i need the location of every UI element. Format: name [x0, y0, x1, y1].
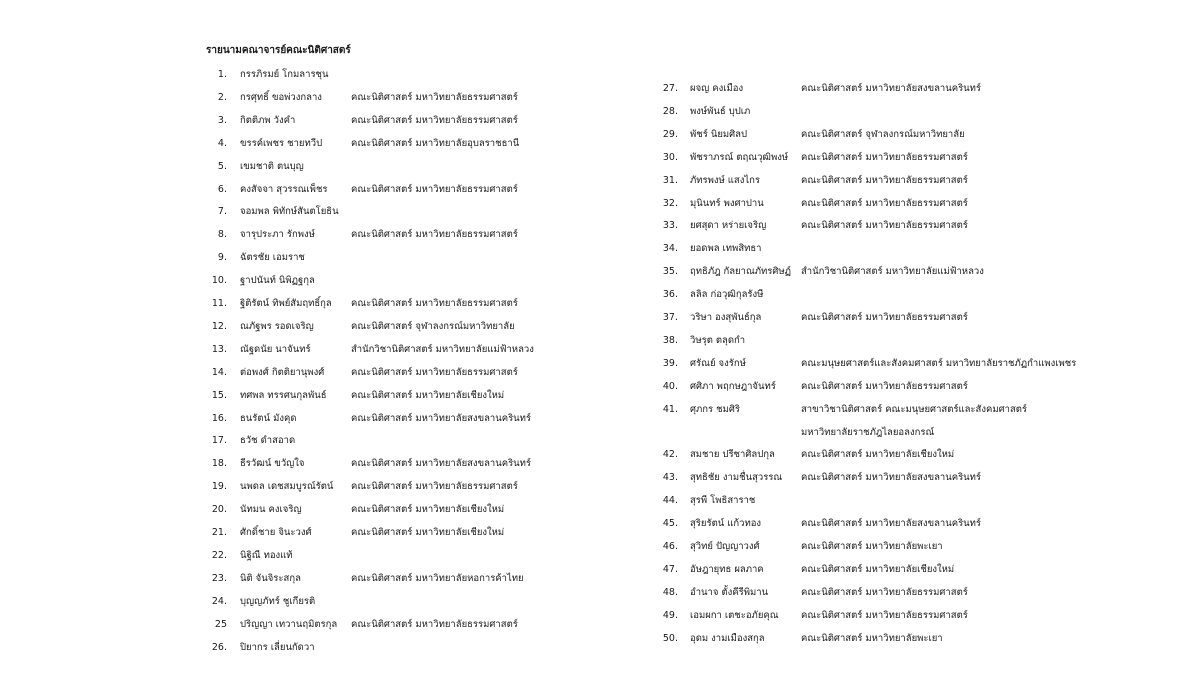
affiliation: คณะนิติศาสตร์ มหาวิทยาลัยธรรมศาสตร์ [351, 298, 518, 309]
person-name: คงสัจจา สุวรรณเพ็ชร [240, 183, 328, 195]
item-number: 9. [217, 252, 227, 264]
affiliation: คณะนิติศาสตร์ มหาวิทยาลัยสงขลานครินทร์ [351, 458, 532, 470]
affiliation: คณะนิติศาสตร์ มหาวิทยาลัยธรรมศาสตร์ [351, 114, 518, 126]
affiliation: สาขาวิชานิติศาสตร์ คณะมนุษยศาสตร์และสังคมศาสตร์ [801, 403, 1028, 415]
affiliation: คณะนิติศาสตร์ มหาวิทยาลัยธรรมศาสตร์ [801, 609, 968, 621]
person-name: นพดล เดชสมบูรณ์รัตน์ [240, 481, 334, 493]
affiliation: คณะนิติศาสตร์ มหาวิทยาลัยธรรมศาสตร์ [351, 481, 518, 493]
item-number: 24. [211, 595, 227, 607]
item-number: 42. [662, 449, 678, 461]
person-name: ฤทธิภัฎ กัลยาณภัทรศิษฏ์ [690, 266, 792, 278]
affiliation: คณะมนุษยศาสตร์และสังคมศาสตร์ มหาวิทยาลัยราชภัฏกำแพงเพชร [801, 357, 1077, 369]
item-number: 10. [211, 275, 227, 287]
item-number: 12. [211, 320, 227, 332]
person-name: ฐาปนันท์ นิพิฏฐกุล [240, 275, 315, 287]
item-number: 43. [662, 472, 678, 484]
person-name: ขรรค์เพชร ชายทวีป [240, 137, 323, 149]
item-number: 46. [662, 541, 678, 552]
affiliation: คณะนิติศาสตร์ มหาวิทยาลัยเชียงใหม่ [351, 389, 505, 401]
person-name: ธีรวัฒน์ ขวัญใจ [240, 458, 305, 470]
affiliation: คณะนิติศาสตร์ มหาวิทยาลัยเชียงใหม่ [351, 504, 505, 516]
affiliation: คณะนิติศาสตร์ มหาวิทยาลัยสงขลานครินทร์ [801, 472, 982, 484]
person-name: กรรภิรมย์ โกมลารชุน [240, 69, 329, 80]
item-number: 26. [211, 641, 227, 653]
item-number: 49. [662, 609, 678, 621]
item-number: 41. [662, 403, 678, 415]
item-number: 16. [211, 412, 227, 424]
person-name: วิษรุต ตลุดกำ [690, 334, 746, 346]
item-number: 5. [217, 160, 227, 172]
person-name: ธวัช ดำสอาด [240, 435, 296, 447]
affiliation: คณะนิติศาสตร์ มหาวิทยาลัยธรรมศาสตร์ [351, 618, 518, 630]
affiliation: คณะนิติศาสตร์ มหาวิทยาลัยธรรมศาสตร์ [351, 229, 518, 241]
affiliation: คณะนิติศาสตร์ มหาวิทยาลัยธรรมศาสตร์ [801, 380, 968, 392]
person-name: สุริยรัตน์ แก้วทอง [690, 518, 762, 530]
person-name: นิติ จันจิระสกุล [240, 572, 301, 584]
person-name: ลลิล ก่อวุฒิกุลรังษี [690, 289, 764, 301]
item-number: 25 [214, 618, 227, 630]
person-name: บุญญภัทร์ ชูเกียรติ [240, 595, 316, 607]
affiliation: คณะนิติศาสตร์ จุฬาลงกรณ์มหาวิทยาลัย [801, 128, 965, 140]
person-name: วริษา องสุพันธ์กุล [690, 312, 762, 323]
person-name: สุทธิชัย งามชื่นสุวรรณ [690, 472, 783, 484]
person-name: อัษฎายุทธ ผลภาค [690, 563, 764, 575]
person-name: ยอดพล เทพสิทธา [690, 243, 762, 255]
item-number: 19. [211, 481, 227, 493]
person-name: ศุภกร ชมศิริ [690, 403, 741, 415]
person-name: สุวิทย์ ปัญญาวงศ์ [690, 541, 760, 552]
person-name: ศักดิ์ชาย จินะวงศ์ [240, 527, 312, 538]
person-name: ภัทรพงษ์ แสงไกร [690, 174, 761, 186]
person-name: มุนินทร์ พงศาปาน [690, 197, 764, 209]
affiliation: คณะนิติศาสตร์ มหาวิทยาลัยธรรมศาสตร์ [351, 366, 518, 378]
item-number: 30. [662, 151, 678, 163]
affiliation: คณะนิติศาสตร์ มหาวิทยาลัยธรรมศาสตร์ [801, 220, 968, 232]
person-name: พัชราภรณ์ ตฤณวุฒิพงษ์ [690, 151, 789, 163]
item-number: 33. [662, 220, 678, 232]
item-number: 36. [662, 289, 678, 301]
person-name: ศศิภา พฤกษฎาจันทร์ [690, 380, 776, 392]
person-name: ณัฐดนัย นาจันทร์ [240, 343, 311, 355]
affiliation: คณะนิติศาสตร์ มหาวิทยาลัยอุบลราชธานี [351, 137, 520, 149]
affiliation: สำนักวิชานิติศาสตร์ มหาวิทยาลัยแม่ฟ้าหลวง [351, 343, 534, 355]
item-number: 32. [662, 197, 678, 209]
person-name: พัชร์ นิยมศิลป [690, 128, 748, 140]
item-number: 48. [662, 586, 678, 598]
affiliation: คณะนิติศาสตร์ มหาวิทยาลัยพะเยา [801, 541, 943, 552]
item-number: 44. [662, 495, 678, 507]
person-name: อำนาจ ตั้งคีรีพิมาน [690, 586, 769, 598]
person-name: ฉัตรชัย เอมราช [240, 252, 305, 264]
person-name: กิตติภพ วังคำ [240, 114, 296, 126]
person-name: ทศพล ทรรศนกุลพันธ์ [240, 389, 327, 401]
affiliation: คณะนิติศาสตร์ มหาวิทยาลัยธรรมศาสตร์ [801, 312, 968, 323]
item-number: 11. [211, 298, 227, 309]
item-number: 4. [217, 137, 227, 149]
item-number: 45. [662, 518, 678, 530]
affiliation: คณะนิติศาสตร์ มหาวิทยาลัยเชียงใหม่ [801, 449, 955, 461]
item-number: 2. [217, 91, 227, 103]
item-number: 17. [211, 435, 227, 447]
item-number: 28. [662, 105, 678, 117]
affiliation: สำนักวิชานิติศาสตร์ มหาวิทยาลัยแม่ฟ้าหลวง [801, 266, 984, 278]
person-name: จารุประภา รักพงษ์ [240, 229, 315, 241]
person-name: สมชาย ปรีชาศิลปกุล [690, 449, 775, 461]
person-name: ศรัณย์ จงรักษ์ [690, 357, 746, 369]
item-number: 31. [662, 174, 678, 186]
item-number: 15. [211, 389, 227, 401]
affiliation: คณะนิติศาสตร์ มหาวิทยาลัยธรรมศาสตร์ [801, 586, 968, 598]
affiliation: มหาวิทยาลัยราชภัฎไลยอลงกรณ์ [801, 426, 935, 438]
affiliation: คณะนิติศาสตร์ มหาวิทยาลัยหอการค้าไทย [351, 572, 524, 584]
person-name: จอมพล พิทักษ์สันตโยธิน [240, 206, 339, 218]
person-name: เอมผกา เตชะอภัยคุณ [690, 609, 779, 621]
affiliation: คณะนิติศาสตร์ จุฬาลงกรณ์มหาวิทยาลัย [351, 320, 515, 332]
item-number: 18. [211, 458, 227, 470]
person-name: ฐิติรัตน์ ทิพย์สัมฤทธิ์กุล [240, 298, 332, 309]
affiliation: คณะนิติศาสตร์ มหาวิทยาลัยธรรมศาสตร์ [351, 91, 518, 103]
person-name: กรศุทธิ์ ขอพ่วงกลาง [240, 91, 322, 103]
person-name: ผจญ คงเมือง [690, 83, 744, 94]
item-number: 35. [662, 266, 678, 278]
item-number: 21. [211, 527, 227, 538]
affiliation: คณะนิติศาสตร์ มหาวิทยาลัยธรรมศาสตร์ [801, 151, 968, 163]
person-name: นิฐิณี ทองแท้ [240, 549, 293, 561]
affiliation: คณะนิติศาสตร์ มหาวิทยาลัยสงขลานครินทร์ [801, 518, 982, 530]
person-name: ปริญญา เทวานฤมิตรกุล [240, 618, 338, 630]
affiliation: คณะนิติศาสตร์ มหาวิทยาลัยสงขลานครินทร์ [801, 83, 982, 94]
item-number: 38. [662, 334, 678, 346]
item-number: 7. [217, 206, 227, 218]
item-number: 27. [662, 83, 678, 94]
person-name: สุรพี โพธิสาราช [690, 495, 756, 507]
item-number: 3. [217, 114, 227, 126]
item-number: 22. [211, 549, 227, 561]
item-number: 40. [662, 380, 678, 392]
item-number: 29. [662, 128, 678, 140]
item-number: 6. [217, 183, 227, 195]
person-name: เขมชาติ ตนบุญ [240, 160, 304, 172]
person-name: อุดม งามเมืองสกุล [690, 632, 765, 644]
item-number: 37. [662, 312, 678, 323]
person-name: ยศสุดา หร่ายเจริญ [690, 220, 767, 232]
person-name: ณภัฐพร รอดเจริญ [240, 320, 314, 332]
item-number: 8. [217, 229, 227, 241]
item-number: 13. [211, 343, 227, 355]
affiliation: คณะนิติศาสตร์ มหาวิทยาลัยธรรมศาสตร์ [351, 183, 518, 195]
item-number: 39. [662, 357, 678, 369]
person-name: ปิยากร เลี่ยนกัดวา [240, 641, 315, 653]
affiliation: คณะนิติศาสตร์ มหาวิทยาลัยเชียงใหม่ [801, 563, 955, 575]
affiliation: คณะนิติศาสตร์ มหาวิทยาลัยธรรมศาสตร์ [801, 197, 968, 209]
affiliation: คณะนิติศาสตร์ มหาวิทยาลัยธรรมศาสตร์ [801, 174, 968, 186]
person-name: ต่อพงศ์ กิตติยานุพงศ์ [240, 366, 325, 378]
item-number: 20. [211, 504, 227, 516]
affiliation: คณะนิติศาสตร์ มหาวิทยาลัยพะเยา [801, 632, 943, 644]
item-number: 14. [211, 366, 227, 378]
person-name: ธนรัตน์ มังคุด [240, 412, 297, 424]
affiliation: คณะนิติศาสตร์ มหาวิทยาลัยเชียงใหม่ [351, 527, 505, 538]
person-name: พงษ์พันธ์ บุปเภ [690, 105, 751, 117]
item-number: 47. [662, 563, 678, 575]
affiliation: คณะนิติศาสตร์ มหาวิทยาลัยสงขลานครินทร์ [351, 412, 532, 424]
item-number: 50. [662, 632, 678, 644]
item-number: 34. [662, 243, 678, 255]
item-number: 23. [211, 572, 227, 584]
person-name: นัทมน คงเจริญ [240, 504, 302, 516]
document-title: รายนามคณาจารย์คณะนิติศาสตร์ [206, 45, 351, 56]
item-number: 1. [217, 69, 227, 80]
